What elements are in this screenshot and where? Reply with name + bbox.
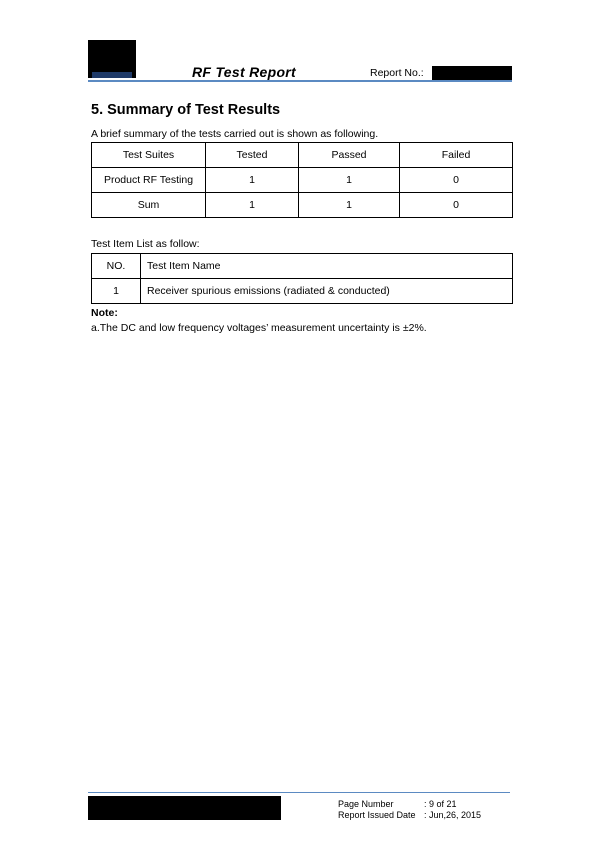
cell-failed: 0 <box>400 168 513 193</box>
note-text: a.The DC and low frequency voltages’ measurement uncertainty is ±2%. <box>91 322 427 334</box>
section-title: 5. Summary of Test Results <box>91 102 281 118</box>
cell-suite: Sum <box>92 193 206 218</box>
table-row <box>92 193 513 218</box>
footer-company-redacted <box>88 796 281 820</box>
cell-failed: 0 <box>400 193 513 218</box>
table-row <box>92 279 513 304</box>
issued-date-value: : Jun,26, 2015 <box>424 810 482 820</box>
cell-suite: Product RF Testing <box>92 168 206 193</box>
report-number-redacted <box>432 66 512 80</box>
cell-passed: 1 <box>299 193 400 218</box>
issued-date-label: Report Issued Date <box>338 810 416 820</box>
section-intro: A brief summary of the tests carried out is shown as following. <box>91 128 379 140</box>
note-title: Note: <box>91 307 118 319</box>
header-divider <box>88 80 512 82</box>
header-test-suites: Test Suites <box>92 143 206 168</box>
header-tested: Tested <box>206 143 299 168</box>
table-header-row <box>92 143 513 168</box>
header-no: NO. <box>92 254 141 279</box>
cell-test-item-name: Receiver spurious emissions (radiated & conducted) <box>141 279 513 304</box>
table-header-row <box>92 254 513 279</box>
cell-tested: 1 <box>206 193 299 218</box>
summary-table <box>91 142 513 218</box>
header-failed: Failed <box>400 143 513 168</box>
test-item-table <box>91 253 513 304</box>
cell-passed: 1 <box>299 168 400 193</box>
page-number-value: : 9 of 21 <box>424 799 457 809</box>
header-test-item-name: Test Item Name <box>141 254 513 279</box>
logo-strip <box>92 72 132 78</box>
table-row <box>92 168 513 193</box>
report-number-label: Report No.: <box>370 67 424 79</box>
header-passed: Passed <box>299 143 400 168</box>
report-header-title: RF Test Report <box>192 64 297 80</box>
item-list-intro: Test Item List as follow: <box>91 238 200 250</box>
cell-no: 1 <box>92 279 141 304</box>
footer-divider <box>88 792 510 793</box>
page-number-label: Page Number <box>338 799 394 809</box>
cell-tested: 1 <box>206 168 299 193</box>
